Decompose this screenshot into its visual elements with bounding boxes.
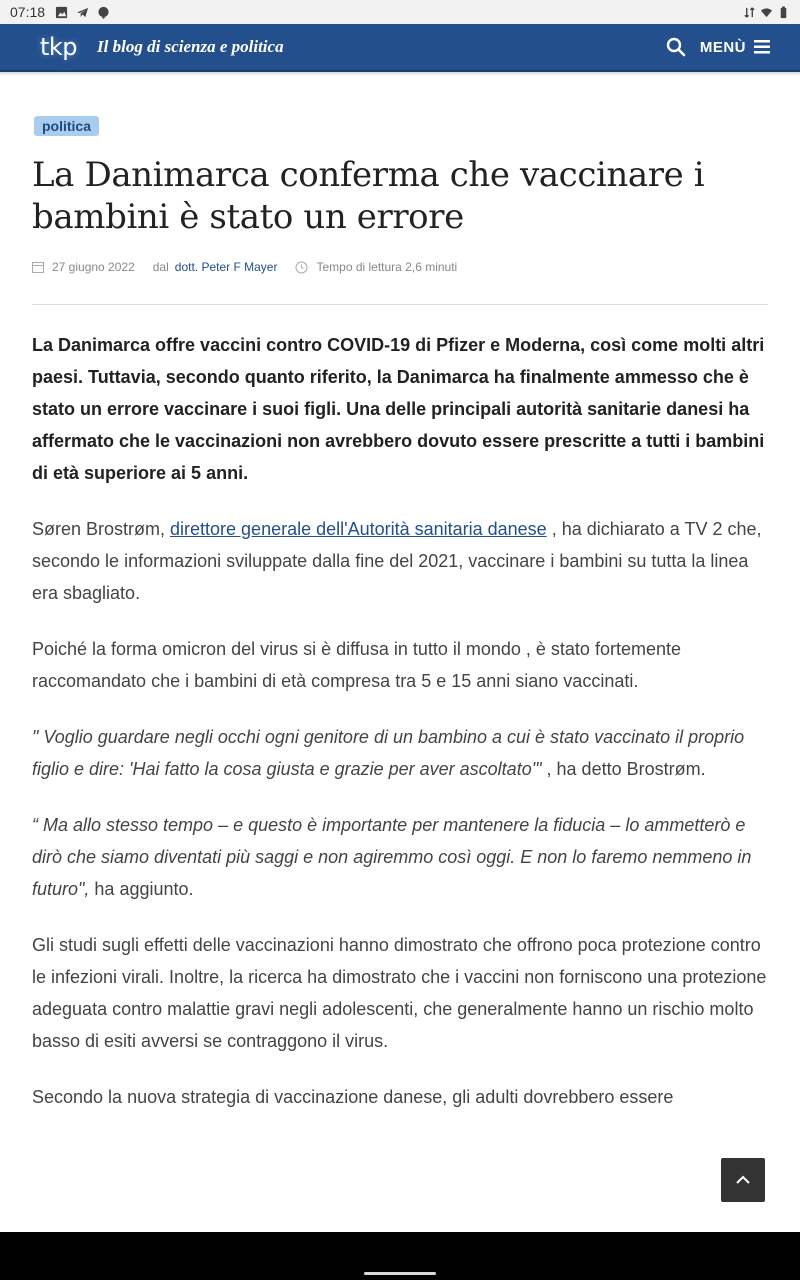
author-link[interactable]: dott. Peter F Mayer xyxy=(174,260,278,274)
telegram-icon xyxy=(76,6,89,19)
status-system-icons xyxy=(743,6,790,19)
chat-icon xyxy=(97,6,110,19)
paragraph-3-after: , ha detto Brostrøm. xyxy=(541,759,706,779)
calendar-icon xyxy=(32,261,44,273)
hamburger-icon xyxy=(754,40,770,54)
divider xyxy=(32,304,768,305)
quote-2: “ Ma allo stesso tempo – e questo è importante per mantenere la fiducia – lo ammetterò e dirò che siamo diventati più saggi e non agiremmo così oggi. E non lo faremo nemmeno in futuro", xyxy=(32,815,752,899)
site-logo[interactable]: tkp xyxy=(40,33,78,61)
battery-icon xyxy=(777,6,790,19)
search-icon xyxy=(666,37,686,57)
reading-time: Tempo di lettura 2,6 minuti xyxy=(316,260,458,274)
paragraph-6: Secondo la nuova strategia di vaccinazione danese, gli adulti dovrebbero essere xyxy=(32,1087,674,1107)
paragraph-4 xyxy=(32,809,768,905)
site-tagline: Il blog di scienza e politica xyxy=(97,37,284,56)
paragraph-3 xyxy=(32,721,768,785)
status-bar xyxy=(0,0,800,24)
status-notification-icons xyxy=(55,6,110,19)
paragraph-2: Poiché la forma omicron del virus si è diffusa in tutto il mondo , è stato fortemente raccomandato che i bambini di età compresa tra 5 e 15 anni siano vaccinati. xyxy=(32,639,681,691)
paragraph-5: Gli studi sugli effetti delle vaccinazioni hanno dimostrato che offrono poca protezione contro le infezioni virali. Inoltre, la ricerca ha dimostrato che i vaccini non forniscono una protezione adeguata contro malattie gravi negli adolescenti, che generalmente hanno un rischio molto basso di esiti avversi se contraggono il virus. xyxy=(32,935,767,1051)
system-nav-bar xyxy=(0,1232,800,1280)
paragraph-1-after: , ha dichiarato a TV 2 che, secondo le informazioni sviluppate dalla fine del 2021, vaccinare i bambini su tutta la linea era sbagliato. xyxy=(32,519,762,603)
menu-button[interactable] xyxy=(700,39,770,56)
gallery-icon xyxy=(55,6,68,19)
home-gesture-bar[interactable] xyxy=(364,1272,436,1275)
scroll-top-button[interactable] xyxy=(721,1158,765,1202)
article-date: 27 giugno 2022 xyxy=(52,260,135,274)
wifi-icon xyxy=(760,6,773,19)
chevron-up-icon xyxy=(735,1175,751,1185)
category-badge[interactable]: politica xyxy=(34,116,99,136)
article-title: La Danimarca conferma che vaccinare i bambini è stato un errore xyxy=(32,155,705,237)
header-shadow xyxy=(0,72,800,76)
authority-link[interactable]: direttore generale dell'Autorità sanitaria danese xyxy=(170,519,547,539)
article-lead: La Danimarca offre vaccini contro COVID-19 di Pfizer e Moderna, così come molti altri paesi. Tuttavia, secondo quanto riferito, la Danimarca ha finalmente ammesso che è stato un errore vaccinare i suoi figli. Una delle principali autorità sanitarie danesi ha affermato che le vaccinazioni non avrebbero dovuto essere prescritte a tutti i bambini di età superiore ai 5 anni. xyxy=(32,335,765,483)
search-button[interactable] xyxy=(666,37,686,57)
article-meta xyxy=(32,260,768,274)
quote-1: " Voglio guardare negli occhi ogni genitore di un bambino a cui è stato vaccinato il proprio figlio e dire: 'Hai fatto la cosa giusta e grazie per aver ascoltato'" xyxy=(32,727,745,779)
site-header xyxy=(0,24,800,72)
menu-label: MENÙ xyxy=(699,38,746,56)
clock-icon-wrap xyxy=(295,261,308,274)
clock-icon xyxy=(295,261,308,274)
status-time: 07:18 xyxy=(10,4,46,20)
sync-icon xyxy=(743,6,756,19)
author-prefix: dal xyxy=(152,260,169,274)
header-actions xyxy=(666,37,770,57)
article xyxy=(32,116,768,1113)
paragraph-1-before: Søren Brostrøm, xyxy=(32,519,171,539)
paragraph-1 xyxy=(32,513,768,609)
paragraph-4-after: ha aggiunto. xyxy=(89,879,194,899)
